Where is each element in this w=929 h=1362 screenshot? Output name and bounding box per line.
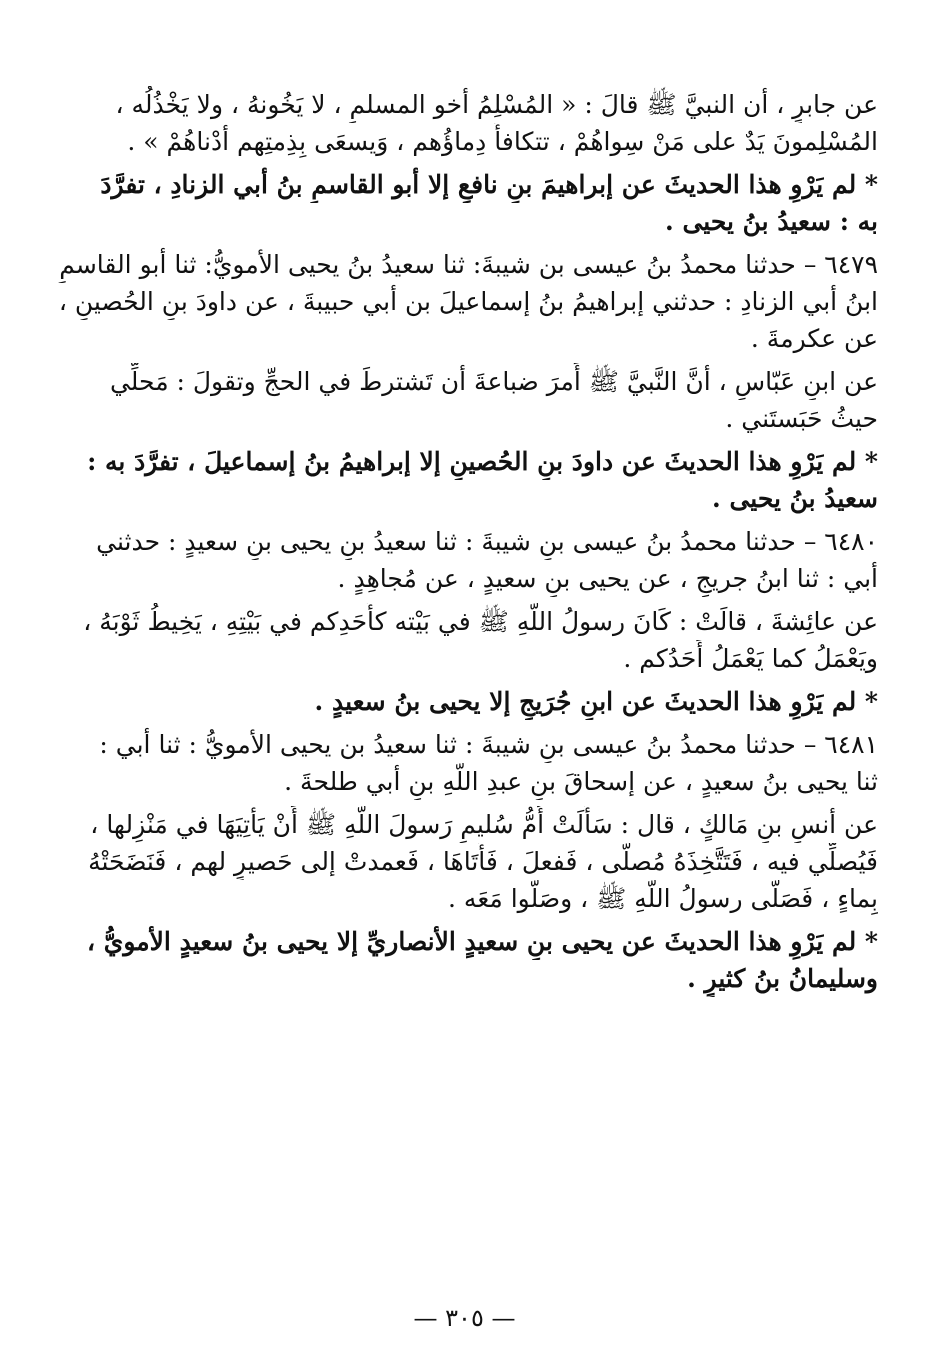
narration-note [48,166,878,240]
narration-note [48,443,878,517]
text-line: وسليمانُ بنُ كثيرٍ . [687,964,878,993]
text-line: عن عائِشةَ ، قالَتْ : كَانَ رسولُ اللَّهِ ﷺ في بَيْته كأَحَدِكم في بَيْتِهِ ، يَخِيطُ ثَوْبَهُ ، [83,607,878,636]
text-line: * لم يَرْوِ هذا الحديثَ عن داودَ بنِ الحُصينِ إلا إبراهيمُ بنُ إسماعيلَ ، تفرَّدَ به : [87,447,878,476]
text-line: ويَعْمَلُ كما يَعْمَلُ أَحَدُكم . [623,644,878,673]
text-line: * لم يَرْوِ هذا الحديثَ عن إبراهيمَ بنِ نافعٍ إلا أبو القاسمِ بنُ أبي الزنادِ ، تفرَّدَ [100,170,878,199]
hadith-6481-chain [48,726,878,800]
text-line: فَيُصلِّي فيه ، فَتَتَّخِذَهُ مُصلًّى ، فَفعلَ ، فَأَتَاهَا ، فَعمدتْ إلى حَصيرٍ لهم ، فَنَضَحَتْهُ [88,847,878,876]
text-line: عن أنسِ بنِ مَالكٍ ، قال : سَأَلَتْ أُمُّ سُليمٍ رَسولَ اللَّهِ ﷺ أَنْ يَأْتِيَهَا في مَنْزِلها ، [90,810,878,839]
hadith-6480-text [48,603,878,677]
text-line: أبي : ثنا ابنُ جريجٍ ، عن يحيى بنِ سعيدٍ ، عن مُجاهِدٍ . [337,564,878,593]
text-line: به : سعيدُ بنُ يحيى . [665,207,878,236]
text-line: ثنا يحيى بنُ سعيدٍ ، عن إسحاقَ بنِ عبدِ اللَّهِ بنِ أبي طلحةَ . [284,767,878,796]
page-number: — ٣٠٥ — [413,1304,516,1332]
text-line: بِماءٍ ، فَصَلَّى رسولُ اللَّهِ ﷺ ، وصَلُّوا مَعَه . [448,884,878,913]
hadith-6479-text [48,363,878,437]
text-line: * لم يَرْوِ هذا الحديثَ عن ابنِ جُرَيجٍ إلا يحيى بنُ سعيدٍ . [314,687,878,716]
text-line: حيثُ حَبَستَني . [725,404,878,433]
text-line: عن ابنِ عَبّاسٍ ، أنَّ النَّبيَّ ﷺ أَمرَ ضباعةَ أن تَشترطَ في الحجِّ وتقولَ : مَحلِّي [109,367,878,396]
hadith-6481-text [48,806,878,917]
text-line: ٦٤٨٠ – حدثنا محمدُ بنُ عيسى بنِ شيبةَ : ثنا سعيدُ بنِ يحيى بنِ سعيدٍ : حدثني [96,527,878,556]
narration-note [48,683,878,720]
page-body [48,86,878,997]
text-line: ٦٤٧٩ – حدثنا محمدُ بنُ عيسى بن شيبةَ: ثنا سعيدُ بنُ يحيى الأمويُّ: ثنا أبو القاسمِ [59,250,878,279]
text-line: ابنُ أبي الزنادِ : حدثني إبراهيمُ بنُ إسماعيلَ بن أبي حبيبةَ ، عن داودَ بنِ الحُصينِ ، [58,287,878,316]
text-line: عن عكرمةَ . [750,324,878,353]
text-line: عن جابرٍ ، أن النبيَّ ﷺ قالَ : « المُسْلِمُ أخو المسلمِ ، لا يَخُونهُ ، ولا يَخْذُلُه ، [115,90,878,119]
hadith-6480-chain [48,523,878,597]
text-line: * لم يَرْوِ هذا الحديثَ عن يحيى بنِ سعيدٍ الأنصاريِّ إلا يحيى بنُ سعيدٍ الأمويُّ ، [87,927,878,956]
text-line: ٦٤٨١ – حدثنا محمدُ بنُ عيسى بنِ شيبةَ : ثنا سعيدُ بن يحيى الأمويُّ : ثنا أبي : [99,730,878,759]
narration-note [48,923,878,997]
text-line: المُسْلِمونَ يَدٌ على مَنْ سِواهُمْ ، تتكافأُ دِماؤُهم ، وَيسعَى بِذِمتِهم أدْناهُمْ » . [127,127,878,156]
text-line: سعيدُ بنُ يحيى . [712,484,878,513]
hadith-text-jabir [48,86,878,160]
hadith-6479-chain [48,246,878,357]
